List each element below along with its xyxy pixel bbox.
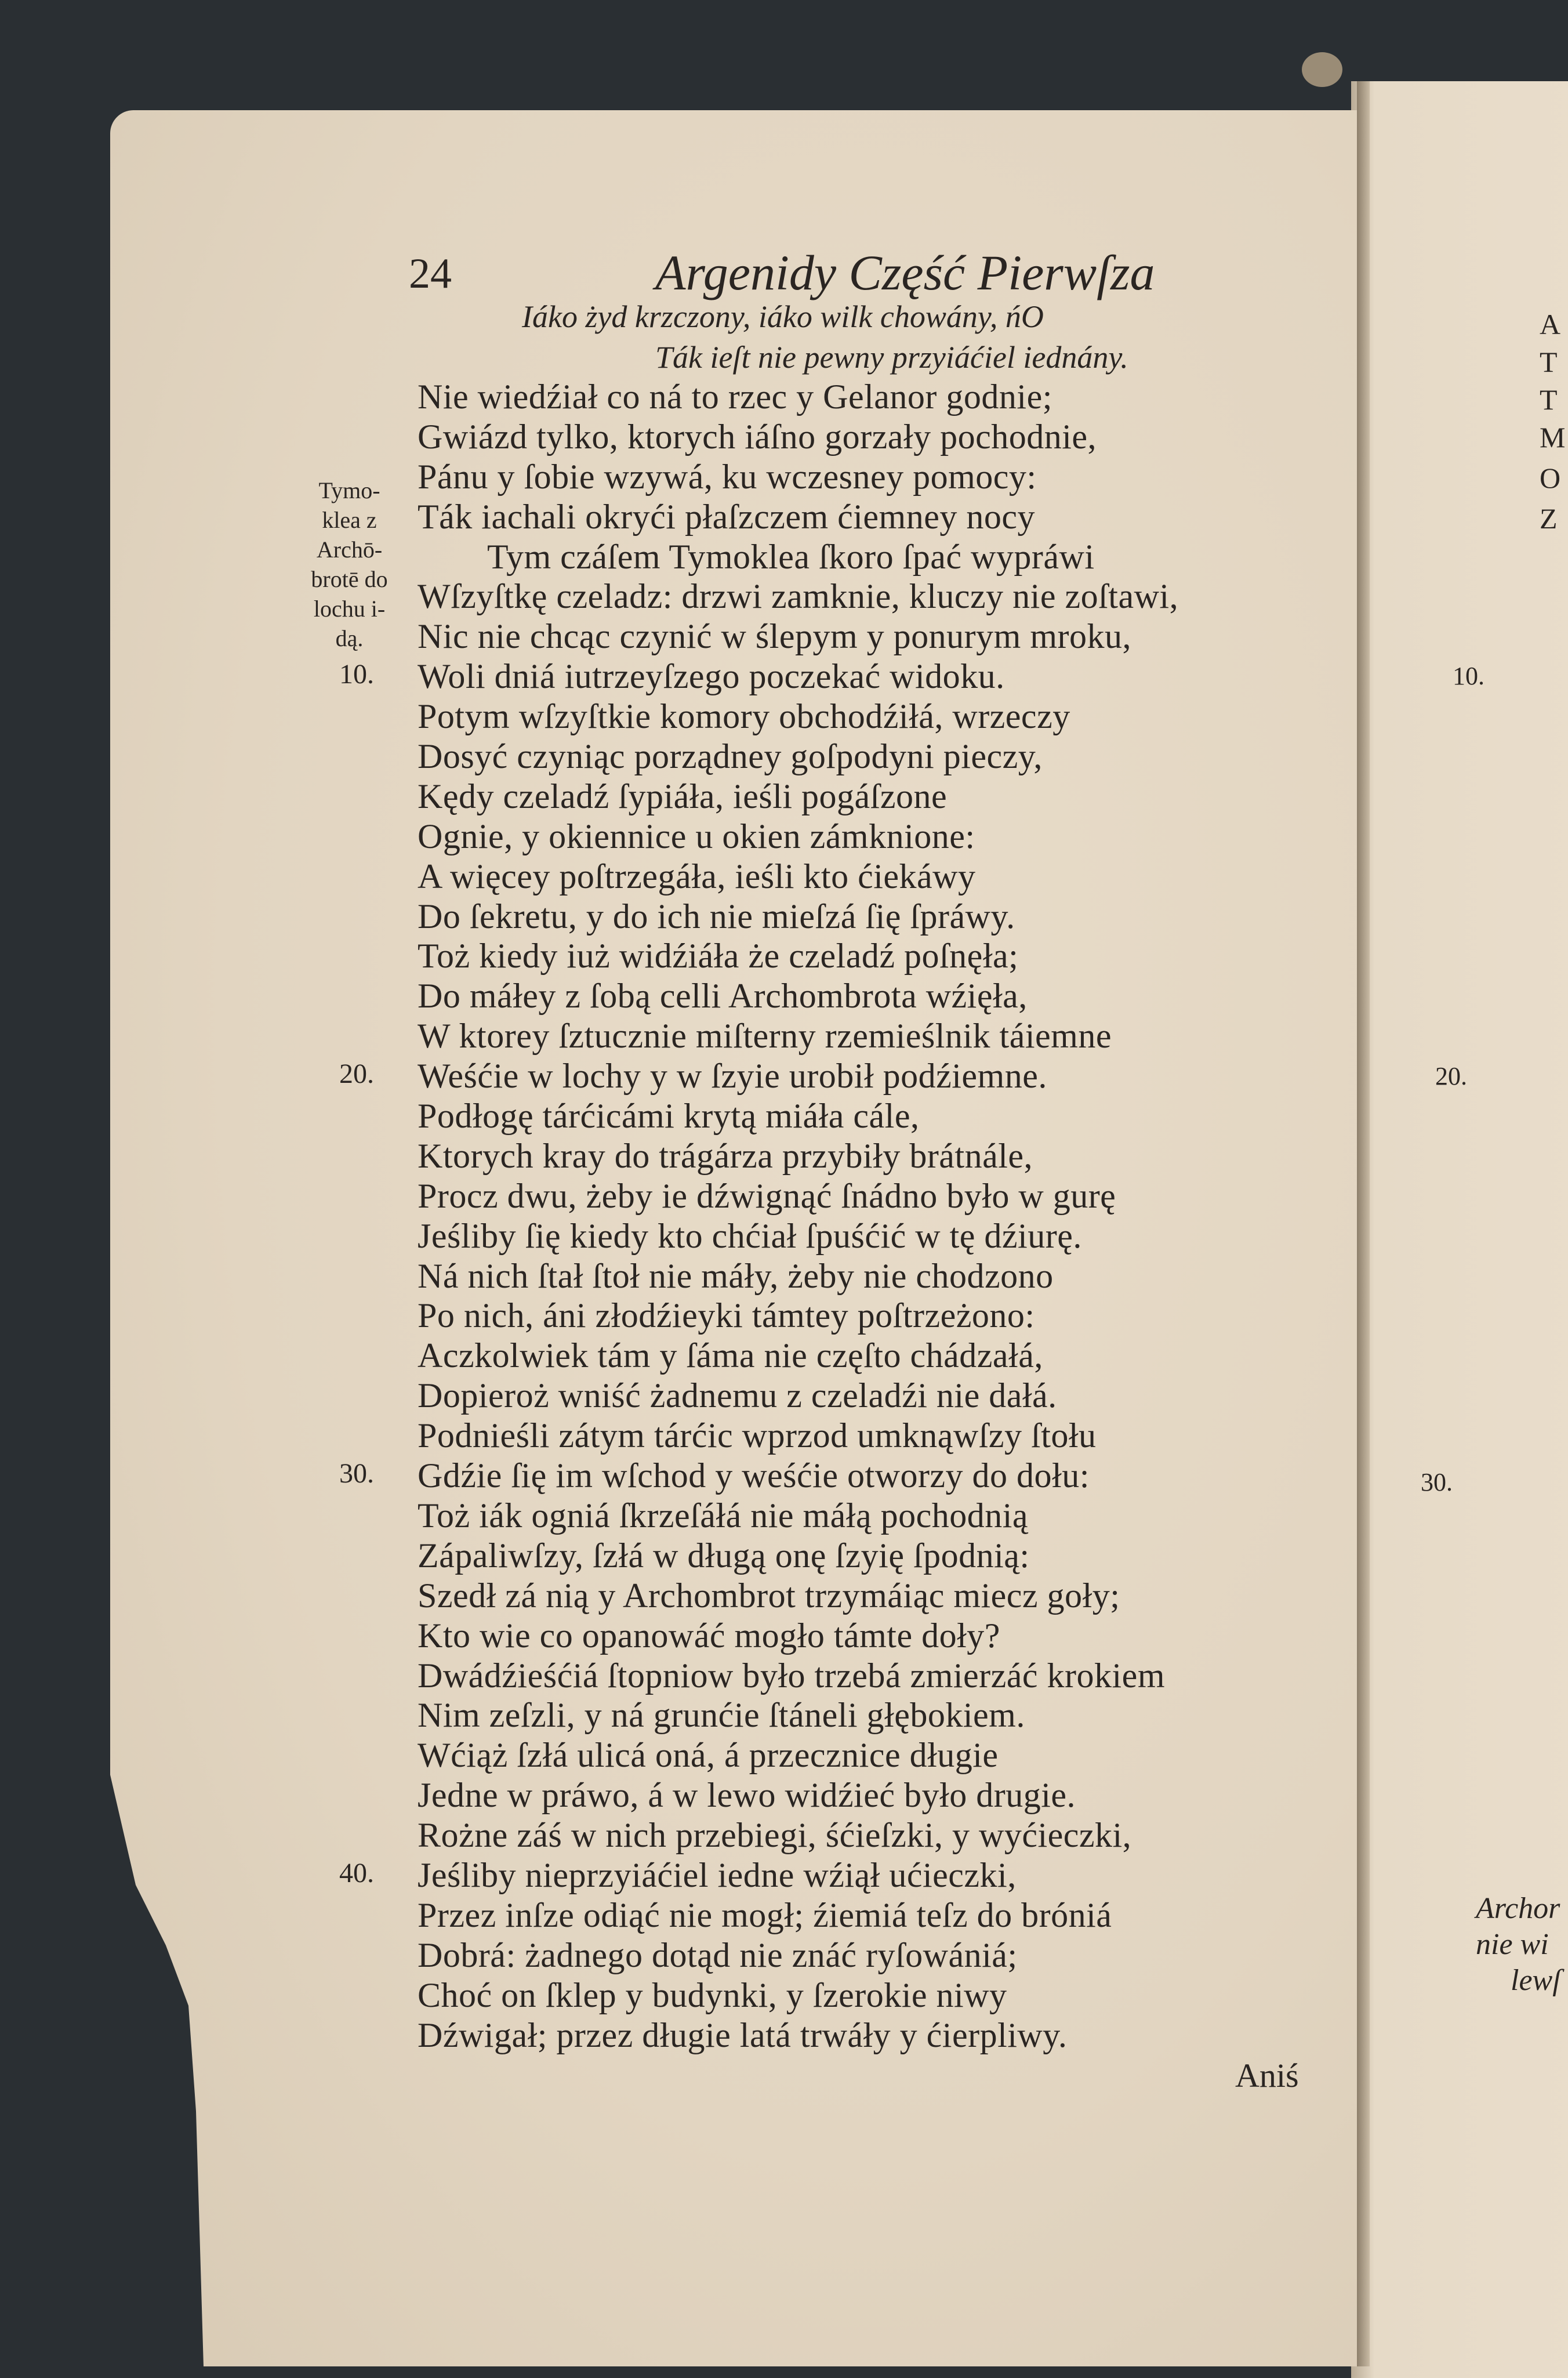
binding-thread: [1302, 52, 1342, 87]
verse-line: Gwiázd tylko, ktorych iáſno gorzały pochodnie,: [418, 417, 1097, 456]
facing-page-letter: A: [1540, 308, 1561, 340]
line-number: 40.: [339, 1858, 374, 1888]
verse-line: Pánu y ſobie wzywá, ku wczesney pomocy:: [418, 457, 1037, 496]
verse-line: Kto wie co opanowáć mogło támte doły?: [418, 1616, 1000, 1655]
facing-page-letter: T: [1540, 346, 1558, 378]
verse-line: Choć on ſklep y budynki, y ſzerokie niwy: [418, 1975, 1007, 2014]
running-title: Argenidy Część Pierwſza: [655, 245, 1155, 300]
margin-note-line: Tymo-: [318, 477, 380, 503]
line-number: 20.: [339, 1058, 374, 1089]
verse-line: Weśćie w lochy y w ſzyie urobił podźiemne.: [418, 1057, 1047, 1096]
verse-line: A więcey poſtrzegáła, ieśli kto ćiekáwy: [418, 857, 976, 896]
verse-line: Szedł zá nią y Archombrot trzymáiąc miecz goły;: [418, 1576, 1120, 1615]
verse-body: [418, 377, 1178, 2055]
facing-page-note: [1476, 1891, 1561, 1999]
facing-page-letter: Z: [1540, 502, 1558, 535]
verse-line: Nic nie chcąc czynić w ślepym y ponurym mroku,: [418, 617, 1131, 656]
verse-line: Wſzyſtkę czeladz: drzwi zamknie, kluczy nie zoſtawi,: [418, 577, 1179, 616]
margin-note-line: dą.: [335, 625, 364, 651]
verse-line: Jeśliby ſię kiedy kto chćiał ſpuśćić w tę dźiurę.: [418, 1216, 1082, 1255]
verse-line: Procz dwu, żeby ie dźwignąć ſnádno było w gurę: [418, 1176, 1116, 1215]
verse-line: Ná nich ſtał ſtoł nie máły, żeby nie chodzono: [418, 1256, 1054, 1295]
verse-line: Wćiąż ſzłá ulicá oná, á przecznice długie: [418, 1736, 999, 1775]
page-number: 24: [409, 250, 452, 298]
verse-line: Dwádźieśćiá ſtopniow było trzebá zmierzáć krokiem: [418, 1656, 1165, 1695]
page-gutter: [1357, 81, 1370, 2366]
facing-page-note-line: nie wi: [1476, 1928, 1549, 1961]
verse-line: Jeśliby nieprzyiáćiel iedne wźiął ućieczki,: [418, 1855, 1017, 1894]
facing-page-line-number: 10.: [1453, 662, 1484, 690]
verse-line: Rożne záś w nich przebiegi, śćieſzki, y wyćieczki,: [418, 1816, 1132, 1855]
verse-line: Tym czáſem Tymoklea ſkoro ſpać wypráwi: [487, 537, 1095, 576]
margin-note-line: klea z: [322, 507, 377, 533]
verse-line: Dobrá: żadnego dotąd nie znáć ryſowániá;: [418, 1935, 1018, 1974]
facing-page-note-line: lewſ: [1511, 1964, 1561, 1997]
verse-line: Nie wiedźiał co ná to rzec y Gelanor godnie;: [418, 378, 1052, 416]
facing-page-letter: M: [1540, 421, 1566, 454]
line-number: 10.: [339, 659, 374, 690]
verse-line: Dźwigał; przez długie latá trwáły y ćierpliwy.: [418, 2015, 1068, 2054]
facing-page: [1351, 81, 1568, 2378]
margin-note-line: brotē do: [311, 566, 388, 592]
verse-line: Toż iák ogniá ſkrzeſáłá nie máłą pochodnią: [418, 1496, 1029, 1535]
motto-line: Ták ieſt nie pewny przyiáćiel iednány.: [655, 340, 1128, 375]
verse-line: Podnieśli zátym tárćic wprzod umknąwſzy ſtołu: [418, 1416, 1097, 1455]
margin-note-line: Archō-: [316, 536, 383, 563]
verse-line: Woli dniá iutrzeyſzego poczekać widoku.: [418, 657, 1005, 696]
facing-page-line-number: 30.: [1421, 1468, 1453, 1496]
verse-line: Dopieroż wniść żadnemu z czeladźi nie dałá.: [418, 1376, 1057, 1415]
verse-line: Przez inſze odiąć nie mogł; źiemiá teſz do bróniá: [418, 1895, 1112, 1934]
catchword: Aniś: [1235, 2057, 1299, 2094]
verse-line: Do máłey z ſobą celli Archombrota wźięła,: [418, 977, 1028, 1016]
verse-line: Ktorych kray do trágárza przybiły brátnále,: [418, 1136, 1033, 1175]
verse-line: Dosyć czyniąc porządney goſpodyni pieczy,: [418, 737, 1043, 776]
margin-note: [302, 476, 397, 653]
verse-line: Zápaliwſzy, ſzłá w długą onę ſzyię ſpodnią:: [418, 1536, 1030, 1575]
line-number: 30.: [339, 1458, 374, 1489]
verse-line: Po nich, áni złodźieyki támtey poſtrzeżono:: [418, 1296, 1035, 1335]
motto-line: Iáko żyd krzczony, iáko wilk chowány, ńO: [522, 299, 1044, 334]
facing-page-letter: T: [1540, 383, 1558, 416]
verse-line: Ták iachali okryći płaſzczem ćiemney nocy: [418, 497, 1035, 536]
verse-line: Kędy czeladź ſypiáła, ieśli pogáſzone: [418, 777, 948, 815]
facing-page-note-line: Archor: [1476, 1892, 1560, 1925]
verse-line: Do ſekretu, y do ich nie mieſzá ſię ſpráwy.: [418, 897, 1015, 936]
verse-line: Gdźie ſię im wſchod y weśćie otworzy do dołu:: [418, 1456, 1090, 1495]
verse-line: Jedne w práwo, á w lewo widźieć było drugie.: [418, 1776, 1076, 1815]
verse-line: Podłogę tárćicámi krytą miáła cále,: [418, 1097, 920, 1136]
verse-line: Aczkolwiek tám y ſáma nie częſto chádzałá,: [418, 1336, 1043, 1375]
margin-note-line: lochu i-: [313, 596, 386, 622]
verse-line: W ktorey ſztucznie miſterny rzemieślnik táiemne: [418, 1017, 1112, 1056]
verse-line: Potym wſzyſtkie komory obchodźiłá, wrzeczy: [418, 697, 1070, 736]
verse-line: Toż kiedy iuż widźiáła że czeladź poſnęła;: [418, 937, 1019, 976]
verse-line: Nim zeſzli, y ná grunćie ſtáneli głębokiem.: [418, 1696, 1025, 1735]
verse-line: Ognie, y okiennice u okien zámknione:: [418, 817, 975, 855]
facing-page-letter: O: [1540, 462, 1561, 494]
facing-page-line-number: 20.: [1435, 1062, 1467, 1090]
